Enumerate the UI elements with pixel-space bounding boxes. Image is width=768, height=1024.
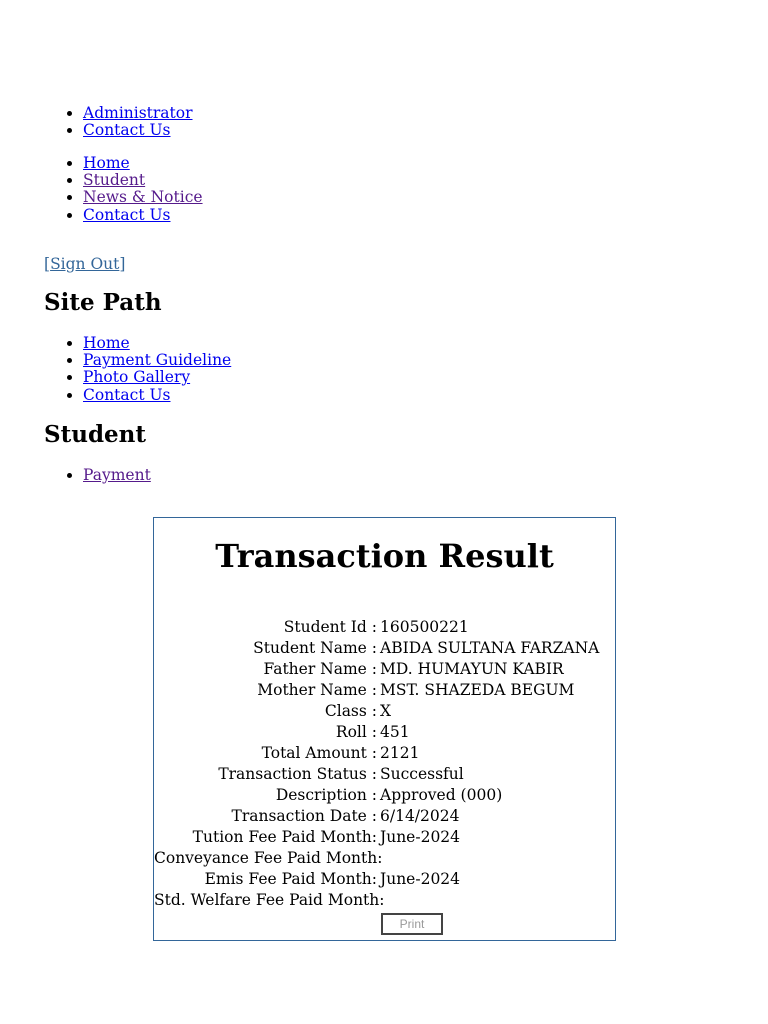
- main-menu: [44, 155, 203, 224]
- top-menu-item: [83, 122, 193, 139]
- student-menu: [44, 467, 151, 484]
- student-heading: Student: [44, 421, 147, 448]
- site-path-payment-guideline-link[interactable]: Payment Guideline: [83, 351, 232, 370]
- main-menu-home-link[interactable]: Home: [83, 154, 130, 172]
- main-menu-item: [83, 189, 203, 206]
- row-label: Class :: [324, 702, 377, 720]
- total-amount-row: [154, 743, 615, 764]
- site-path-heading: Site Path: [44, 289, 162, 316]
- transaction-date-row: [154, 806, 615, 827]
- transaction-result-panel: [153, 517, 616, 941]
- top-menu-contact-link[interactable]: Contact Us: [83, 121, 171, 140]
- row-label: Transaction Status :: [218, 765, 377, 783]
- top-menu-item: [83, 105, 193, 122]
- transaction-details-table: [154, 617, 615, 911]
- site-path-menu: [44, 335, 231, 404]
- row-value: Approved (000): [380, 786, 503, 804]
- top-menu: [44, 105, 193, 139]
- site-path-home-link[interactable]: Home: [83, 334, 130, 352]
- row-value: ABIDA SULTANA FARZANA: [380, 639, 600, 657]
- student-id-row: [154, 617, 615, 638]
- sign-out-close-bracket: ]: [119, 255, 126, 273]
- emis-fee-row: [154, 869, 615, 890]
- row-label: Total Amount :: [261, 744, 377, 762]
- main-menu-news-link[interactable]: News & Notice: [83, 188, 203, 207]
- row-label: Student Id :: [283, 618, 377, 636]
- row-label: Mother Name :: [257, 681, 377, 699]
- site-path-item: [83, 352, 231, 369]
- row-label: Emis Fee Paid Month:: [204, 870, 377, 888]
- sign-out-open-bracket: [: [44, 255, 51, 273]
- student-payment-link[interactable]: Payment: [83, 466, 151, 484]
- top-menu-administrator-link[interactable]: Administrator: [83, 104, 193, 122]
- main-menu-item: [83, 155, 203, 172]
- mother-name-row: [154, 680, 615, 701]
- row-value: June-2024: [380, 870, 461, 888]
- roll-row: [154, 722, 615, 743]
- main-menu-item: [83, 207, 203, 224]
- conveyance-fee-row: [154, 848, 615, 869]
- row-value: MST. SHAZEDA BEGUM: [380, 681, 575, 699]
- site-path-item: [83, 335, 231, 352]
- row-value: MD. HUMAYUN KABIR: [380, 660, 564, 678]
- transaction-status-row: [154, 764, 615, 785]
- main-menu-item: [83, 172, 203, 189]
- std-welfare-fee-row: [154, 890, 615, 911]
- main-menu-contact-link[interactable]: Contact Us: [83, 205, 171, 224]
- sign-out-area: [44, 255, 125, 273]
- row-value: 160500221: [380, 618, 469, 636]
- site-path-contact-link[interactable]: Contact Us: [83, 385, 171, 404]
- main-menu-student-link[interactable]: Student: [83, 171, 146, 190]
- row-value: 6/14/2024: [380, 807, 460, 825]
- class-row: [154, 701, 615, 722]
- sign-out-link[interactable]: Sign Out: [50, 255, 120, 273]
- site-path-photo-gallery-link[interactable]: Photo Gallery: [83, 368, 191, 387]
- row-label: Father Name :: [263, 660, 377, 678]
- row-value: June-2024: [380, 828, 461, 846]
- row-value: 451: [380, 723, 410, 741]
- row-value: [377, 848, 380, 869]
- transaction-result-title: Transaction Result: [215, 537, 554, 575]
- site-path-item: [83, 369, 231, 386]
- row-value: 2121: [380, 744, 420, 762]
- student-name-row: [154, 638, 615, 659]
- row-label: Transaction Date :: [231, 807, 377, 825]
- tution-fee-row: [154, 827, 615, 848]
- row-label: Std. Welfare Fee Paid Month:: [154, 891, 385, 909]
- print-button[interactable]: Print: [381, 913, 443, 935]
- description-row: [154, 785, 615, 806]
- row-label: Conveyance Fee Paid Month:: [154, 849, 383, 867]
- father-name-row: [154, 659, 615, 680]
- row-label: Roll :: [335, 723, 377, 741]
- student-menu-item: [83, 467, 151, 484]
- row-label: Tution Fee Paid Month:: [192, 828, 377, 846]
- site-path-item: [83, 387, 231, 404]
- row-value: [377, 890, 380, 911]
- row-label: Description :: [275, 786, 377, 804]
- row-label: Student Name :: [253, 639, 377, 657]
- row-value: Successful: [380, 765, 464, 783]
- row-value: X: [380, 702, 392, 720]
